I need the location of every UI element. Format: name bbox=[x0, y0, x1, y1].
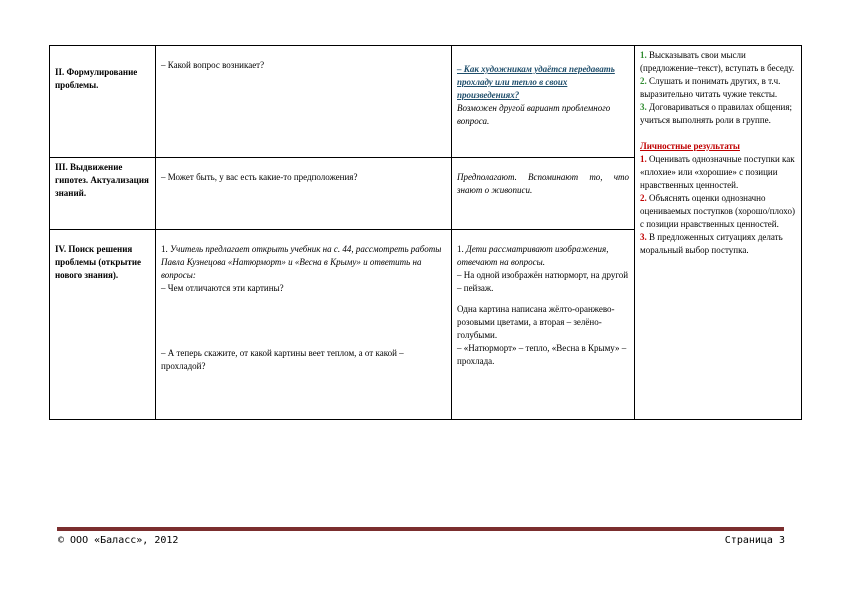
students-action: 1. Дети рассматривают изображения, отвечают на вопросы. bbox=[457, 244, 609, 267]
teacher-question: – А теперь скажите, от какой картины веет теплом, а от какой – прохладой? bbox=[161, 348, 404, 371]
stage-label: IV. Поиск решения проблемы (открытие нового знания). bbox=[55, 244, 142, 280]
uud-item: 3. Договариваться о правилах общения; учиться выполнять роли в группе. bbox=[640, 102, 793, 125]
teacher-question: – Чем отличаются эти картины? bbox=[161, 283, 284, 293]
students-answer: Предполагают. Вспоминают то, что знают о живописи. bbox=[457, 172, 629, 195]
students-cell bbox=[452, 158, 635, 230]
personal-item: 1. Оценивать однозначные поступки как «плохие» или «хорошие» с позиции нравственных ценностей. bbox=[640, 154, 795, 190]
personal-results-heading: Личностные результаты bbox=[640, 141, 740, 151]
students-answer: Одна картина написана жёлто-оранжево-розовыми цветами, а вторая – зелёно-голубыми. bbox=[457, 304, 615, 340]
lesson-table bbox=[49, 45, 802, 420]
students-answer: – «Натюрморт» – тепло, «Весна в Крыму» – прохлада. bbox=[457, 343, 627, 366]
page-number: Страница 3 bbox=[724, 535, 785, 546]
table-row bbox=[50, 46, 802, 158]
teacher-cell bbox=[156, 46, 452, 158]
footer-divider bbox=[57, 527, 784, 531]
teacher-question: – Может быть, у вас есть какие-то предположения? bbox=[161, 172, 358, 182]
personal-item: 3. В предложенных ситуациях делать моральный выбор поступка. bbox=[640, 232, 783, 255]
students-note: Возможен другой вариант проблемного вопроса. bbox=[457, 103, 611, 126]
teacher-cell bbox=[156, 158, 452, 230]
stage-cell bbox=[50, 158, 156, 230]
stage-label: III. Выдвижение гипотез. Актуализация знаний. bbox=[55, 162, 149, 198]
footer-copyright: © ООО «Баласс», 2012 bbox=[58, 535, 179, 546]
teacher-question: – Какой вопрос возникает? bbox=[161, 60, 265, 70]
students-cell bbox=[452, 230, 635, 420]
uud-cell bbox=[635, 46, 802, 420]
teacher-cell bbox=[156, 230, 452, 420]
stage-cell bbox=[50, 230, 156, 420]
students-answer: – На одной изображён натюрморт, на другой – пейзаж. bbox=[457, 270, 629, 293]
students-cell bbox=[452, 46, 635, 158]
uud-item: 2. Слушать и понимать других, в т.ч. выразительно читать чужие тексты. bbox=[640, 76, 781, 99]
teacher-instruction: 1. Учитель предлагает открыть учебник на с. 44, рассмотреть работы Павла Кузнецова «Натюрморт» и «Весна в Крыму» и ответить на вопросы: bbox=[161, 244, 442, 280]
stage-label: II. Формулирование проблемы. bbox=[55, 67, 138, 90]
personal-item: 2. Объяснять оценки однозначно оцениваемых поступков (хорошо/плохо) с позиции нравственных ценностей. bbox=[640, 193, 795, 229]
stage-cell bbox=[50, 46, 156, 158]
uud-item: 1. Высказывать свои мысли (предложение–текст), вступать в беседу. bbox=[640, 50, 795, 73]
problem-question: – Как художникам удаётся передавать прохладу или тепло в своих произведениях? bbox=[457, 64, 615, 100]
